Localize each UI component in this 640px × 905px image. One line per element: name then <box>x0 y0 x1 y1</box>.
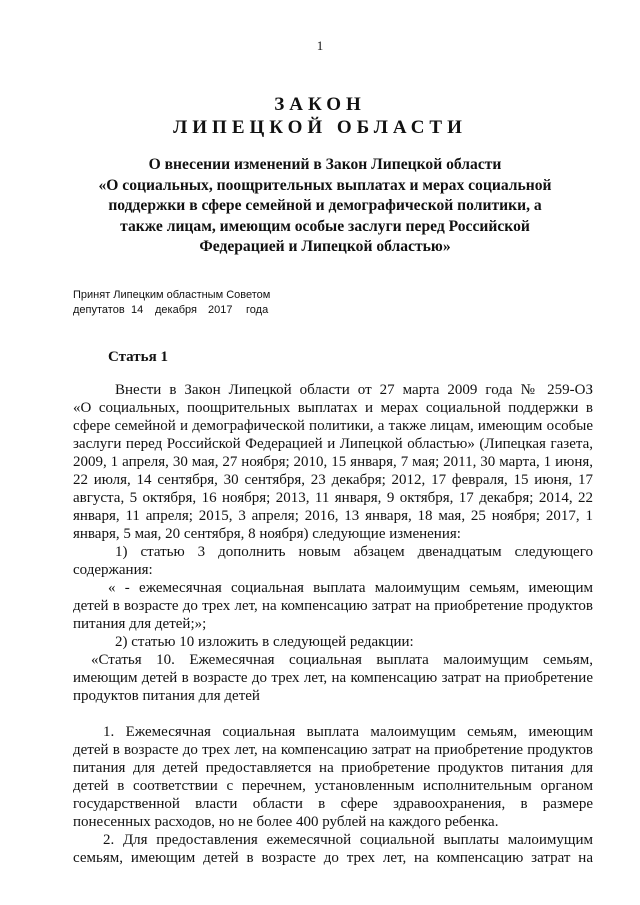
article-line: питания для детей предоставляется на приобретение продуктов питания для <box>73 760 593 776</box>
article-line: имеющим детей в возрасте до трех лет, на компенсацию затрат на приобретение <box>73 670 593 686</box>
article-line: сфере семейной и демографической политики, а также лицам, имеющим особые <box>73 418 593 434</box>
article-line: продуктов питания для детей <box>73 688 260 704</box>
article-line: 1. Ежемесячная социальная выплата малоимущим семьям, имеющим <box>103 724 593 740</box>
subtitle-line: также лицам, имеющим особые заслуги перед Российской <box>120 217 530 235</box>
adoption-day: 14 <box>131 304 144 316</box>
page-number: 1 <box>316 38 324 53</box>
article-line: 2. Для предоставления ежемесячной социальной выплаты малоимущим <box>103 832 593 848</box>
subtitle-line: «О социальных, поощрительных выплатах и мерах социальной <box>98 176 552 194</box>
article-line: детей в соответствии с перечнем, установленным исполнительным органом <box>73 778 593 794</box>
article-line: Внести в Закон Липецкой области от 27 марта 2009 года № 259-ОЗ <box>115 382 593 398</box>
article-line: 2) статью 10 изложить в следующей редакции: <box>115 634 414 650</box>
law-title: ЗАКОН <box>274 94 366 115</box>
subtitle-line: О внесении изменений в Закон Липецкой области <box>148 156 502 173</box>
article-line: питания для детей;»; <box>73 616 207 632</box>
subtitle-line: поддержки в сфере семейной и демографической политики, а <box>108 197 542 215</box>
article-line: понесенных расходов, но не более 400 рублей на каждого ребенка. <box>73 814 499 830</box>
article-line: «Статья 10. Ежемесячная социальная выплата малоимущим семьям, <box>91 652 593 668</box>
article-line: «О социальных, поощрительных выплатах и мерах социальной поддержки в <box>73 400 593 416</box>
adoption-date-line <box>73 303 270 318</box>
article-line: детей в возрасте до трех лет, на компенсацию затрат на приобретение продуктов <box>73 742 593 758</box>
article-heading: Статья 1 <box>108 349 168 365</box>
law-region: ЛИПЕЦКОЙ ОБЛАСТИ <box>173 117 467 138</box>
article-line: заслуги перед Российской Федерацией и Липецкой областью» (Липецкая газета, <box>73 436 593 452</box>
law-subtitle <box>74 155 576 258</box>
article-line: января, 11 апреля; 2015, 3 апреля; 2016, 13 января, 18 мая, 25 ноября; 2017, 1 <box>73 508 593 524</box>
article-line: 2009, 1 апреля, 30 мая, 27 ноября; 2010, 15 января, 7 мая; 2011, 30 марта, 1 июня, <box>73 454 593 470</box>
article-line: 22 июля, 14 сентября, 30 сентября, 23 декабря; 2012, 17 февраля, 15 июня, 17 <box>73 472 593 488</box>
adoption-word: года <box>246 304 269 316</box>
subtitle-line: Федерацией и Липецкой областью» <box>199 238 451 256</box>
article-line: детей в возрасте до трех лет, на компенсацию затрат на приобретение продуктов <box>73 598 593 614</box>
article-line: государственной власти области в сфере здравоохранения, в размере <box>73 796 593 812</box>
article-line: августа, 5 октября, 16 ноября; 2013, 11 января, 9 октября, 17 декабря; 2014, 22 <box>73 490 593 506</box>
adoption-line: Принят Липецким областным Советом <box>73 289 271 301</box>
adoption-word: депутатов <box>73 304 125 316</box>
adoption-month: декабря <box>155 304 197 316</box>
article-line: « - ежемесячная социальная выплата малоимущим семьям, имеющим <box>108 580 593 596</box>
article-line: 1) статью 3 дополнить новым абзацем двенадцатым следующего <box>115 544 593 560</box>
article-line: января, 5 мая, 20 сентября, 8 ноября) следующие изменения: <box>73 526 461 542</box>
adoption-note <box>73 288 270 318</box>
article-line: содержания: <box>73 562 153 578</box>
adoption-year: 2017 <box>208 304 233 316</box>
article-line: семьям, имеющим детей в возрасте до трех лет, на компенсацию затрат на <box>73 850 593 866</box>
